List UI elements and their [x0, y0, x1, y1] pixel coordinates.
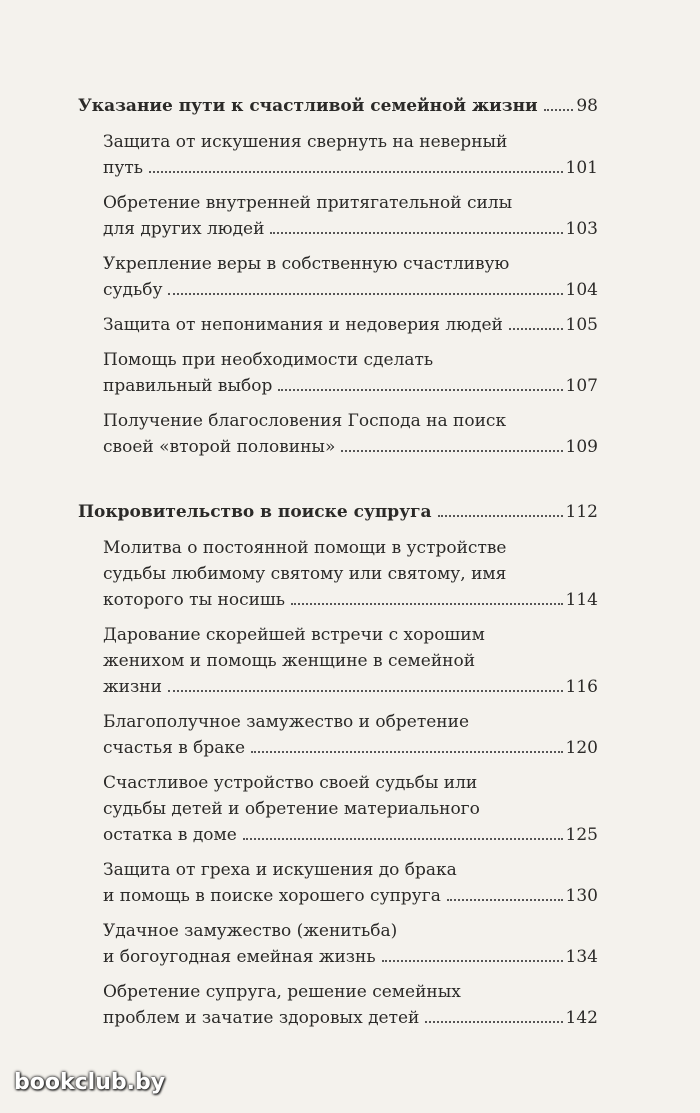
dot-leader [509, 328, 563, 330]
entry-text: проблем и зачатие здоровых детей [103, 1008, 420, 1028]
entry-line [103, 918, 598, 944]
dot-leader [168, 293, 562, 295]
dot-leader [168, 690, 563, 692]
entry-line [103, 408, 598, 434]
entry-text: и богоугодная емейная жизнь [103, 947, 376, 967]
toc-entry[interactable] [78, 918, 598, 970]
section-heading[interactable] [78, 498, 598, 526]
entry-text: Защита от искушения свернуть на неверный [103, 132, 508, 152]
page-number: 103 [565, 219, 598, 239]
entry-text: своей «второй половины» [103, 437, 336, 457]
watermark: bookclub.by [14, 1070, 166, 1095]
dot-leader [270, 232, 562, 234]
dot-leader [149, 171, 563, 173]
page-number: 105 [565, 315, 598, 335]
toc-entry[interactable] [78, 622, 598, 700]
toc-entry[interactable] [78, 770, 598, 848]
page-number: 142 [565, 1008, 598, 1028]
entry-text: судьбу [103, 280, 163, 300]
entry-line [103, 251, 598, 277]
page-number: 125 [565, 825, 598, 845]
toc-section [78, 92, 598, 460]
dot-leader [438, 515, 563, 517]
entry-line [103, 277, 598, 303]
entry-line [103, 535, 598, 561]
entry-text: правильный выбор [103, 376, 273, 396]
entry-text: Защита от греха и искушения до брака [103, 860, 457, 880]
toc-entry[interactable] [78, 857, 598, 909]
entry-text: Счастливое устройство своей судьбы или [103, 773, 478, 793]
entry-text: путь [103, 158, 143, 178]
entry-text: Молитва о постоянной помощи в устройстве [103, 538, 507, 558]
entry-line [103, 373, 598, 399]
page-number: 116 [565, 677, 598, 697]
entry-text: Обретение внутренней притягательной силы [103, 193, 513, 213]
entry-line [103, 796, 598, 822]
entry-text: остатка в доме [103, 825, 237, 845]
toc-entry[interactable] [78, 408, 598, 460]
section-title: Покровительство в поиске супруга [78, 502, 432, 522]
page-number: 134 [565, 947, 598, 967]
section-title: Указание пути к счастливой семейной жизни [78, 96, 538, 116]
entry-text: для других людей [103, 219, 265, 239]
dot-leader [291, 603, 563, 605]
entry-line [103, 155, 598, 181]
entry-line [103, 216, 598, 242]
entry-text: судьбы любимому святому или святому, имя [103, 564, 507, 584]
dot-leader [243, 838, 563, 840]
entry-text: которого ты носишь [103, 590, 285, 610]
entry-text: Дарование скорейшей встречи с хорошим [103, 625, 485, 645]
entry-line [103, 979, 598, 1005]
toc-entry[interactable] [78, 190, 598, 242]
entry-line [103, 129, 598, 155]
entry-line [103, 883, 598, 909]
entry-text: счастья в браке [103, 738, 246, 758]
page-number: 107 [565, 376, 598, 396]
entry-line [103, 944, 598, 970]
entry-line [103, 822, 598, 848]
section-heading[interactable] [78, 92, 598, 120]
entry-line [103, 561, 598, 587]
toc-entry[interactable] [78, 535, 598, 613]
dot-leader [251, 751, 562, 753]
entry-text: Получение благословения Господа на поиск [103, 411, 507, 431]
dot-leader [425, 1021, 562, 1023]
entry-text: жизни [103, 677, 162, 697]
entry-line [103, 857, 598, 883]
entry-line [103, 434, 598, 460]
page-number: 109 [565, 437, 598, 457]
entry-line [103, 190, 598, 216]
entry-text: Удачное замужество (женитьба) [103, 921, 398, 941]
entry-text: женихом и помощь женщине в семейной [103, 651, 476, 671]
page-number: 120 [565, 738, 598, 758]
toc-entry[interactable] [78, 979, 598, 1031]
entry-line [103, 709, 598, 735]
toc-entry[interactable] [78, 251, 598, 303]
entry-text: Благополучное замужество и обретение [103, 712, 470, 732]
entry-line [103, 648, 598, 674]
toc-section [78, 498, 598, 1031]
entry-line [103, 622, 598, 648]
table-of-contents [78, 92, 598, 1069]
entry-text: судьбы детей и обретение материального [103, 799, 480, 819]
dot-leader [382, 960, 563, 962]
page-number: 104 [565, 280, 598, 300]
entry-text: Помощь при необходимости сделать [103, 350, 434, 370]
entry-line [103, 587, 598, 613]
page-number: 98 [576, 96, 598, 116]
entry-text: Обретение супруга, решение семейных [103, 982, 461, 1002]
dot-leader [447, 899, 563, 901]
entry-line [103, 1005, 598, 1031]
entry-line [103, 312, 598, 338]
entry-text: Защита от непонимания и недоверия людей [103, 315, 503, 335]
entry-line [103, 347, 598, 373]
page-number: 112 [565, 502, 598, 522]
toc-entry[interactable] [78, 347, 598, 399]
page-number: 101 [565, 158, 598, 178]
entry-line [103, 770, 598, 796]
page-number: 114 [565, 590, 598, 610]
toc-entry[interactable] [78, 129, 598, 181]
page-number: 130 [565, 886, 598, 906]
entry-line [103, 735, 598, 761]
dot-leader [341, 450, 562, 452]
entry-text: Укрепление веры в собственную счастливую [103, 254, 510, 274]
entry-text: и помощь в поиске хорошего супруга [103, 886, 441, 906]
toc-entry[interactable] [78, 312, 598, 338]
entry-line [103, 674, 598, 700]
toc-entry[interactable] [78, 709, 598, 761]
dot-leader [278, 389, 562, 391]
dot-leader [544, 109, 574, 111]
